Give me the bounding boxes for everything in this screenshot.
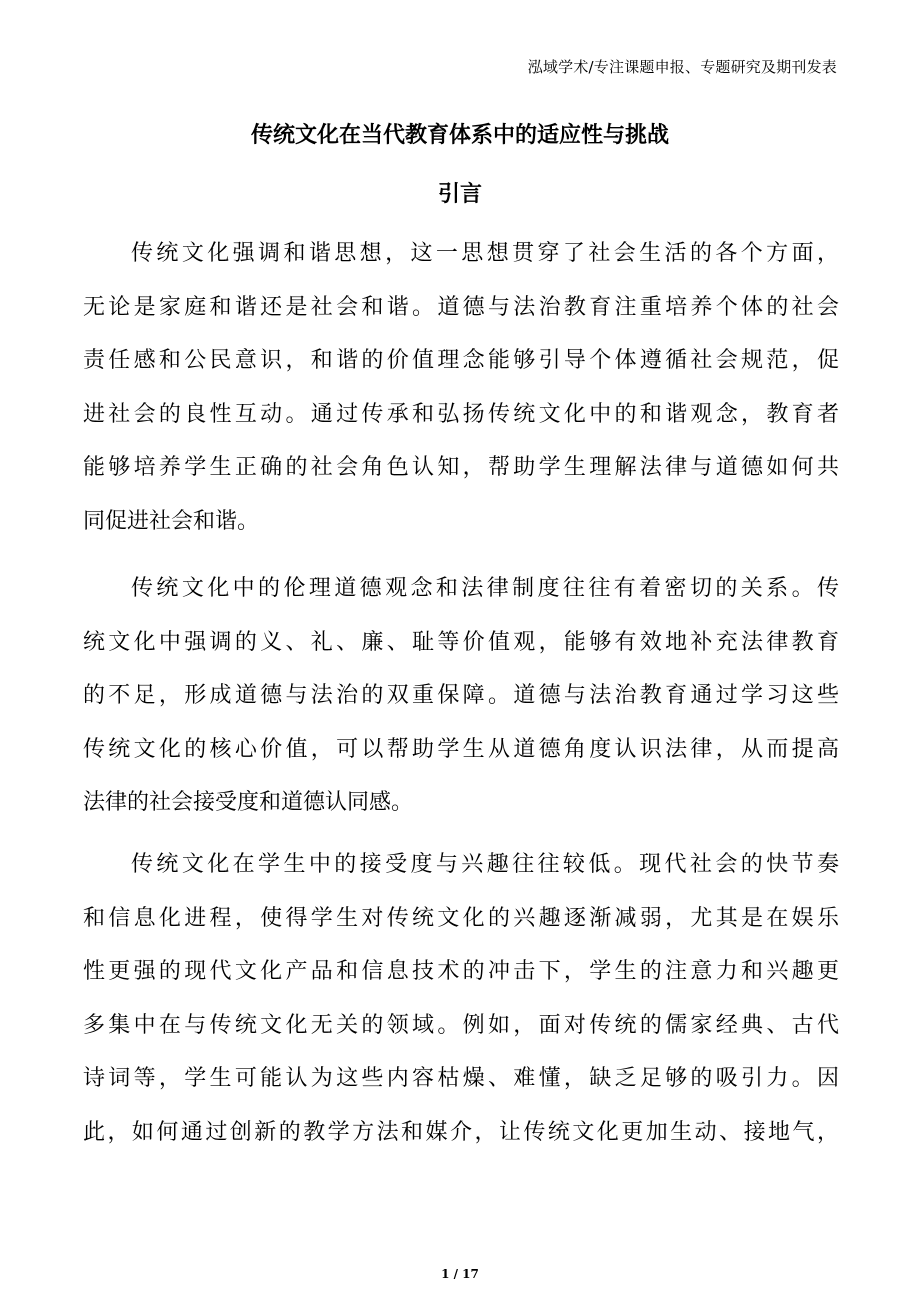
paragraph-line: 统文化中强调的义、礼、廉、耻等价值观，能够有效地补充法律教育 (83, 629, 839, 655)
header-divider (82, 88, 838, 89)
paragraph-line: 传统文化在学生中的接受度与兴趣往往较低。现代社会的快节奏 (131, 852, 839, 877)
paragraph-line: 能够培养学生正确的社会角色认知，帮助学生理解法律与道德如何共 (83, 455, 839, 480)
document-title: 传统文化在当代教育体系中的适应性与挑战 (250, 123, 669, 148)
paragraph-line: 传统文化强调和谐思想，这一思想贯穿了社会生活的各个方面， (131, 241, 839, 266)
paragraph-line: 传统文化中的伦理道德观念和法律制度往往有着密切的关系。传 (131, 576, 839, 601)
paragraph-line: 责任感和公民意识，和谐的价值理念能够引导个体遵循社会规范，促 (83, 348, 839, 373)
paragraph-line: 传统文化的核心价值，可以帮助学生从道德角度认识法律，从而提高 (83, 736, 839, 762)
paragraph-line: 此，如何通过创新的教学方法和媒介，让传统文化更加生动、接地气， (83, 1119, 839, 1145)
running-header: 泓域学术/专注课题申报、专题研究及期刊发表 (527, 58, 837, 76)
paragraph-line: 无论是家庭和谐还是社会和谐。道德与法治教育注重培养个体的社会 (83, 294, 839, 320)
paragraph-line: 性更强的现代文化产品和信息技术的冲击下，学生的注意力和兴趣更 (83, 959, 839, 984)
paragraph-line: 和信息化进程，使得学生对传统文化的兴趣逐渐减弱，尤其是在娱乐 (83, 905, 839, 931)
page-number: 1 / 17 (441, 1267, 479, 1281)
paragraph-line: 诗词等，学生可能认为这些内容枯燥、难懂，缺乏足够的吸引力。因 (83, 1066, 839, 1091)
paragraph-line: 的不足，形成道德与法治的双重保障。道德与法治教育通过学习这些 (83, 683, 839, 708)
paragraph-line: 多集中在与传统文化无关的领域。例如，面对传统的儒家经典、古代 (83, 1012, 839, 1038)
body-paragraph-2 (83, 562, 839, 830)
paragraph-line: 法律的社会接受度和道德认同感。 (83, 790, 414, 815)
paragraph-line: 进社会的良性互动。通过传承和弘扬传统文化中的和谐观念，教育者 (83, 401, 839, 427)
paragraph-line: 同促进社会和谐。 (83, 508, 260, 534)
body-paragraph-3 (83, 838, 839, 1159)
section-heading-introduction: 引言 (437, 182, 482, 207)
body-paragraph-1 (83, 227, 839, 548)
